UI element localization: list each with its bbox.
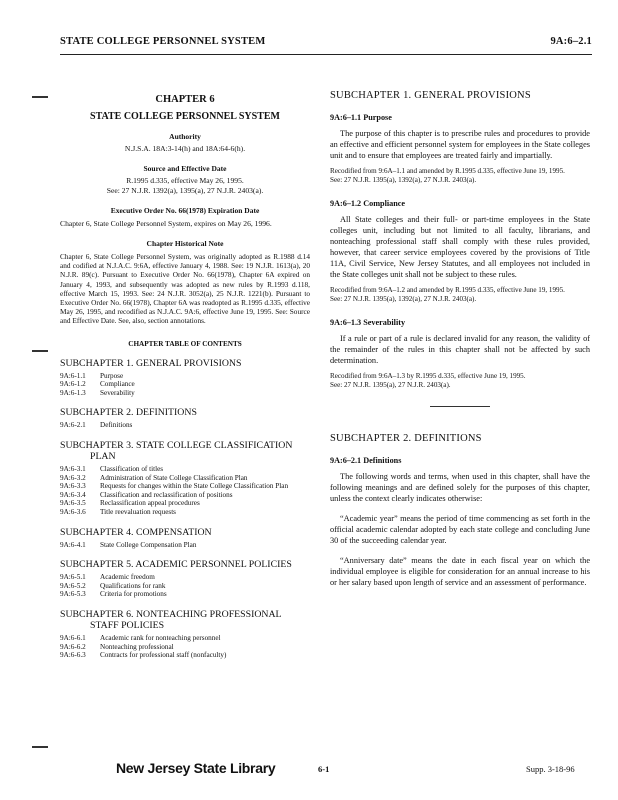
toc-section-entry: [60, 491, 310, 500]
section-see-severability: See: 27 N.J.R. 1395(a), 27 N.J.R. 2403(a).: [330, 381, 451, 389]
page-number: 6-1: [318, 764, 330, 774]
historical-note-text: Chapter 6, State College Personnel System, was originally adopted as R.1988 d.14 and codified at N.J.A.C. 9:6A, effective January 4, 1988. See: 19 N.J.R. 1613(a), 20 N.J.R. 89(c). Pursuant to Executive Order No. 66(1978), Chapter 6A expired on January 4, 1993, and subsequently was adopted as new rules by R.1993 d.118, effective March 15, 1993. See: 24 N.J.R. 3052(a), 25 N.J.R. 1221(b). Pursuant to Executive Order No. 66(1978), Chapter 6A was readopted as R.1995 d.335, effective May 26, 1995, and recodified as N.J.A.C. 9A:6, effective June 19, 1995. See: Source and Effective Date. See, also, section annotations.: [60, 252, 310, 326]
toc-subchapter: [60, 609, 310, 631]
toc-section-code: 9A:6-2.1: [60, 421, 86, 430]
toc-section-entry: [60, 482, 310, 491]
toc-section-code: 9A:6-3.3: [60, 482, 86, 491]
subchapter-1-title: SUBCHAPTER 1. GENERAL PROVISIONS: [330, 90, 531, 101]
toc-section-code: 9A:6-4.1: [60, 540, 86, 549]
toc-subchapter: [60, 407, 310, 418]
toc-subchapter: [60, 358, 310, 369]
page-footer: [0, 760, 618, 782]
left-column: [60, 86, 310, 660]
toc-section-entry: [60, 465, 310, 474]
toc-subchapter: [60, 527, 310, 538]
section-divider: [430, 406, 490, 407]
toc-section-label: Definitions: [100, 421, 133, 430]
toc-section-code: 9A:6-3.5: [60, 499, 86, 508]
toc-section-label: State College Compensation Plan: [100, 540, 197, 549]
toc-section-entry: [60, 634, 310, 643]
historical-note-heading: Chapter Historical Note: [146, 239, 224, 248]
toc-section-code: 9A:6-1.2: [60, 380, 86, 389]
toc-section-code: 9A:6-5.3: [60, 590, 86, 599]
right-column: [330, 86, 590, 588]
section-heading-definitions: 9A:6–2.1 Definitions: [330, 456, 402, 465]
toc-section-entry: [60, 582, 310, 591]
toc-section-code: 9A:6-3.4: [60, 490, 86, 499]
chapter-number: CHAPTER 6: [155, 94, 215, 105]
section-note-purpose: Recodified from 9:6A–1.1 and amended by R.1995 d.335, effective June 19, 1995.: [330, 167, 565, 175]
toc-section-label: Contracts for professional staff (nonfaculty): [100, 651, 227, 660]
toc-section-label: Criteria for promotions: [100, 590, 167, 599]
toc-section-entry: [60, 372, 310, 381]
toc-section-label: Nonteaching professional: [100, 642, 174, 651]
header-rule: [60, 54, 592, 55]
toc-section-code: 9A:6-6.3: [60, 651, 86, 660]
section-body-definitions-intro: The following words and terms, when used in this chapter, shall have the following meanings and are defined solely for the purposes of this chapter, unless the context clearly indicates otherwise:: [330, 472, 590, 503]
toc-section-code: 9A:6-3.2: [60, 473, 86, 482]
toc-subchapter-title: SUBCHAPTER 4. COMPENSATION: [60, 526, 212, 538]
toc-section-entry: [60, 573, 310, 582]
toc-section-code: 9A:6-5.1: [60, 573, 86, 582]
subchapter-2-title: SUBCHAPTER 2. DEFINITIONS: [330, 433, 482, 444]
toc-subchapter: [60, 559, 310, 570]
toc-section-entry: [60, 643, 310, 652]
toc-subchapter-title: SUBCHAPTER 5. ACADEMIC PERSONNEL POLICIES: [60, 559, 292, 571]
toc-section-entry: [60, 499, 310, 508]
toc-section-entry: [60, 474, 310, 483]
source-heading: Source and Effective Date: [143, 164, 227, 173]
toc-section-entry: [60, 651, 310, 660]
definition-academic-year: “Academic year” means the period of time commencing as set forth in the official academic calendar adopted by each state college and concluding June 30 of the succeeding calendar year.: [330, 514, 590, 545]
toc-section-code: 9A:6-1.1: [60, 371, 86, 380]
toc-subchapter-title: SUBCHAPTER 1. GENERAL PROVISIONS: [60, 357, 242, 369]
toc-subchapter-title: SUBCHAPTER 6. NONTEACHING PROFESSIONAL: [60, 608, 282, 620]
section-body-severability: If a rule or part of a rule is declared invalid for any reason, the validity of the remainder of the rules in this chapter shall not be affected by such determination.: [330, 334, 590, 365]
toc-section-entry: [60, 508, 310, 517]
toc-section-list: [60, 573, 310, 599]
source-see-line: See: 27 N.J.R. 1392(a), 1395(a), 27 N.J.R. 2403(a).: [106, 186, 264, 195]
toc-subchapter: [60, 440, 310, 462]
section-heading-compliance: 9A:6–1.2 Compliance: [330, 199, 406, 208]
toc-section-label: Reclassification appeal procedures: [100, 499, 200, 508]
toc-section-label: Requests for changes within the State College Classification Plan: [100, 482, 289, 491]
supplement-date: Supp. 3-18-96: [526, 764, 575, 774]
toc-section-label: Academic rank for nonteaching personnel: [100, 633, 221, 642]
toc-section-label: Classification of titles: [100, 465, 164, 473]
toc-section-label: Classification and reclassification of positions: [100, 490, 233, 499]
source-line: R.1995 d.335, effective May 26, 1995.: [126, 176, 244, 185]
toc-section-entry: [60, 380, 310, 389]
margin-mark: [32, 350, 48, 352]
toc-section-code: 9A:6-5.2: [60, 581, 86, 590]
toc-section-list: [60, 634, 310, 660]
section-body-purpose: The purpose of this chapter is to prescribe rules and procedures to provide an effective and efficient personnel system for employees in the State colleges unit and to ensure that employees are treated fairly and impartially.: [330, 129, 590, 160]
toc-section-code: 9A:6-6.1: [60, 633, 86, 642]
chapter-title: STATE COLLEGE PERSONNEL SYSTEM: [90, 111, 280, 122]
authority-heading: Authority: [169, 132, 201, 141]
toc-section-code: 9A:6-3.6: [60, 507, 86, 516]
section-body-compliance: All State colleges and their full- or part-time employees in the State colleges unit, including but not limited to all faculty, librarians, and nonteaching professional staff shall comply with these rules provided, however, that career service employees covered by the provisions of Title 11A, Civil Service, New Jersey Statutes, and all employees not included in the State colleges unit shall not be subject to these rules.: [330, 215, 590, 279]
section-heading-severability: 9A:6–1.3 Severability: [330, 318, 406, 327]
definition-anniversary-date: “Anniversary date” means the date in each fiscal year on which the individual employee is eligible for consideration for an annual increase to his or her salary based upon length of service and an assessment of performance.: [330, 556, 590, 587]
toc-section-entry: [60, 421, 310, 430]
margin-mark: [32, 746, 48, 748]
toc-title: CHAPTER TABLE OF CONTENTS: [128, 339, 242, 348]
running-head: [60, 36, 592, 52]
toc-subchapter-title-cont: PLAN: [90, 451, 116, 462]
section-see-purpose: See: 27 N.J.R. 1395(a), 1392(a), 27 N.J.R. 2403(a).: [330, 176, 477, 184]
library-stamp: New Jersey State Library: [116, 760, 276, 776]
margin-mark: [32, 96, 48, 98]
toc-section-label: Title reevaluation requests: [100, 507, 176, 516]
table-of-contents: [60, 358, 310, 660]
section-note-compliance: Recodified from 9:6A–1.2 and amended by R.1995 d.335, effective June 19, 1995.: [330, 286, 565, 294]
toc-subchapter-title-cont: STAFF POLICIES: [90, 619, 165, 631]
toc-section-list: [60, 541, 310, 550]
toc-section-code: 9A:6-6.2: [60, 642, 86, 651]
toc-section-label: Compliance: [100, 380, 135, 389]
authority-text: N.J.S.A. 18A:3-14(h) and 18A:64-6(h).: [124, 144, 246, 153]
toc-section-code: 9A:6-1.3: [60, 388, 86, 397]
running-head-section: 9A:6–2.1: [550, 36, 592, 47]
toc-section-list: [60, 421, 310, 430]
executive-order-heading: Executive Order No. 66(1978) Expiration Date: [110, 206, 260, 215]
toc-section-entry: [60, 590, 310, 599]
section-see-compliance: See: 27 N.J.R. 1395(a), 1392(a), 27 N.J.R. 2403(a).: [330, 295, 477, 303]
toc-subchapter-title: SUBCHAPTER 3. STATE COLLEGE CLASSIFICATION: [60, 440, 293, 451]
toc-section-label: Qualifications for rank: [100, 581, 166, 590]
toc-section-list: [60, 372, 310, 398]
toc-section-label: Severability: [100, 388, 135, 397]
toc-subchapter-title: SUBCHAPTER 2. DEFINITIONS: [60, 407, 197, 419]
toc-section-entry: [60, 389, 310, 398]
toc-section-label: Administration of State College Classification Plan: [100, 473, 248, 482]
toc-section-code: 9A:6-3.1: [60, 465, 86, 473]
toc-section-label: Purpose: [100, 371, 124, 380]
toc-section-entry: [60, 541, 310, 550]
toc-section-label: Academic freedom: [100, 573, 155, 582]
running-head-title: STATE COLLEGE PERSONNEL SYSTEM: [60, 36, 266, 47]
executive-order-text: Chapter 6, State College Personnel System, expires on May 26, 1996.: [60, 219, 272, 228]
toc-section-list: [60, 465, 310, 517]
section-note-severability: Recodified from 9:6A–1.3 by R.1995 d.335, effective June 19, 1995.: [330, 372, 526, 380]
section-heading-purpose: 9A:6–1.1 Purpose: [330, 113, 392, 122]
